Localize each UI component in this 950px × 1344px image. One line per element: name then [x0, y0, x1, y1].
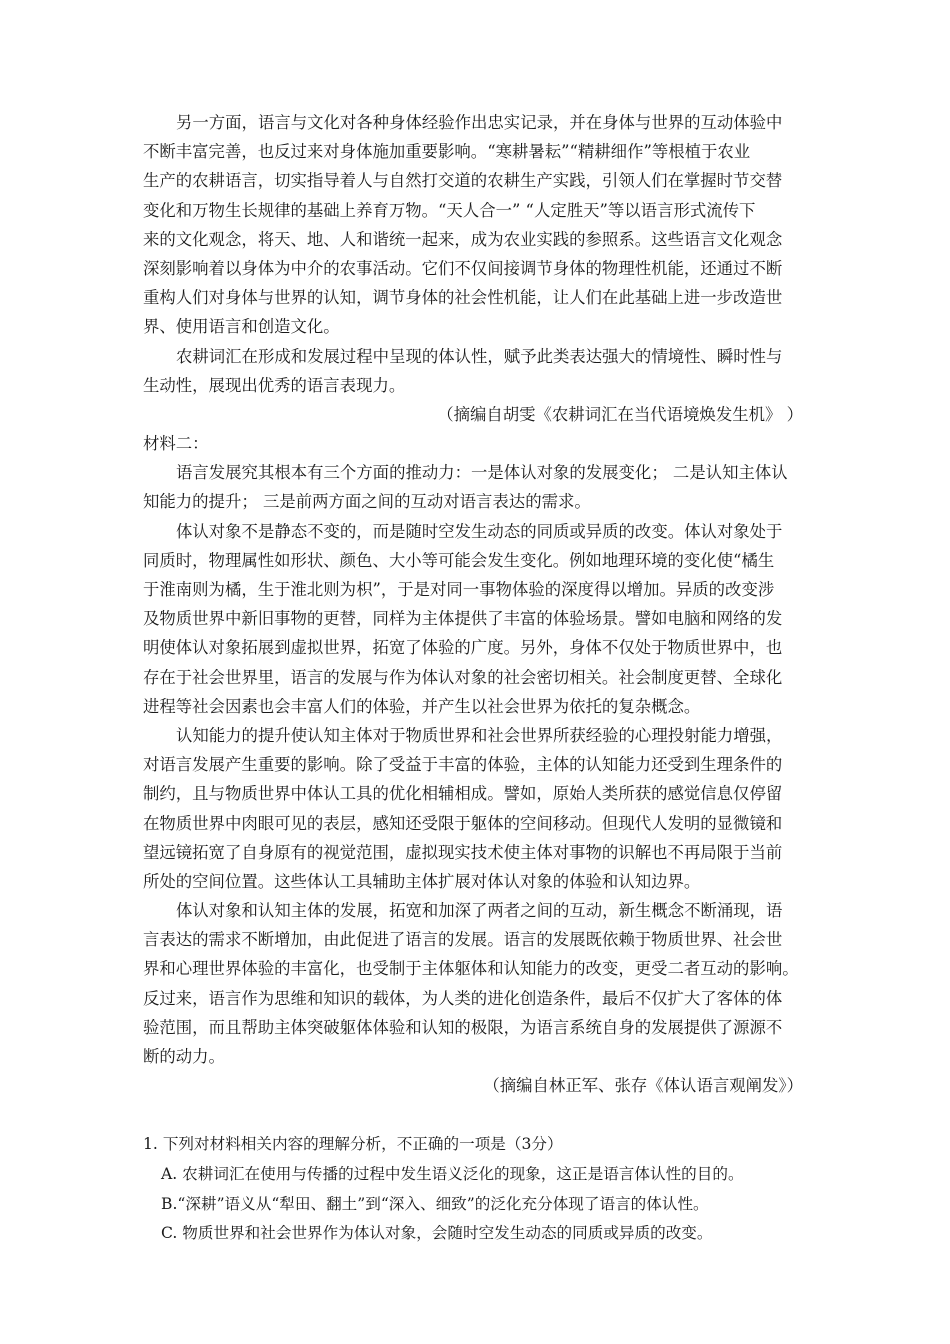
text-line: 所处的空间位置。这些体认工具辅助主体扩展对体认对象的体验和认知边界。	[143, 871, 701, 891]
source-citation: （摘编自林正军、张存《体认语言观阐发》）	[483, 1076, 803, 1096]
text-line: 界和心理世界体验的丰富化，也受制于主体躯体和认知能力的改变，更受二者互动的影响。	[143, 959, 799, 979]
text-line: 于淮南则为橘，生于淮北则为枳”，于是对同一事物体验的深度得以增加。异质的改变涉	[143, 580, 775, 599]
source-citation: （摘编自胡雯《农耕词汇在当代语境焕发生机》 ）	[437, 404, 803, 424]
section-heading: 材料二：	[143, 434, 209, 454]
paragraph	[143, 458, 809, 516]
text-line: 验范围，而且帮助主体突破躯体体验和认知的极限，为语言系统自身的发展提供了源源不	[143, 1017, 783, 1037]
text-line: 存在于社会世界里，语言的发展与作为体认对象的社会密切相关。社会制度更替、全球化	[143, 667, 783, 687]
text-line: 望远镜拓宽了自身原有的视觉范围，虚拟现实技术使主体对事物的识解也不再局限于当前	[143, 842, 783, 862]
text-line: 同质时，物理属性如形状、颜色、大小等可能会发生变化。例如地理环境的变化使“橘生	[143, 550, 775, 570]
text-line: 体认对象和认知主体的发展，拓宽和加深了两者之间的互动，新生概念不断涌现，语	[176, 901, 783, 921]
text-line: 言表达的需求不断增加，由此促进了语言的发展。语言的发展既依赖于物质世界、社会世	[143, 930, 783, 950]
paragraph	[143, 342, 809, 400]
text-line: 制约，且与物质世界中体认工具的优化相辅相成。譬如，原始人类所获的感觉信息仅停留	[143, 784, 783, 804]
document-page	[143, 108, 809, 1249]
paragraph	[143, 721, 809, 896]
question-stem: 1. 下列对材料相关内容的理解分析，不正确的一项是（3分）	[143, 1135, 563, 1154]
material-2	[143, 429, 809, 1100]
text-line: 在物质世界中肉眼可见的表层，感知还受限于躯体的空间移动。但现代人发明的显微镜和	[143, 813, 783, 833]
text-line: 深刻影响着以身体为中介的农事活动。它们不仅间接调节身体的物理性机能，还通过不断	[143, 258, 783, 278]
material-1	[143, 108, 809, 429]
text-line: 生动性，展现出优秀的语言表现力。	[143, 375, 406, 395]
answer-option-a: A. 农耕词汇在使用与传播的过程中发生语义泛化的现象，这正是语言体认性的目的。	[161, 1164, 744, 1183]
text-line: 生产的农耕语言，切实指导着人与自然打交道的农耕生产实践，引领人们在掌握时节交替	[143, 171, 783, 191]
text-line: 农耕词汇在形成和发展过程中呈现的体认性，赋予此类表达强大的情境性、瞬时性与	[176, 346, 783, 366]
answer-option-b: B.“深耕”语义从“犁田、翻土”到“深入、细致”的泛化充分体现了语言的体认性。	[161, 1194, 709, 1213]
answer-option-c: C. 物质世界和社会世界作为体认对象，会随时空发生动态的同质或异质的改变。	[161, 1224, 713, 1243]
text-line: 语言发展究其根本有三个方面的推动力：一是体认对象的发展变化； 二是认知主体认	[176, 463, 788, 483]
text-line: 认知能力的提升使认知主体对于物质世界和社会世界所获经验的心理投射能力增强，	[176, 725, 783, 745]
text-line: 对语言发展产生重要的影响。除了受益于丰富的体验，主体的认知能力还受到生理条件的	[143, 755, 783, 775]
paragraph	[143, 108, 809, 342]
text-line: 知能力的提升； 三是前两方面之间的互动对语言表达的需求。	[143, 492, 591, 512]
text-line: 反过来，语言作为思维和知识的载体，为人类的进化创造条件，最后不仅扩大了客体的体	[143, 988, 783, 1008]
text-line: 断的动力。	[143, 1047, 225, 1066]
text-line: 进程等社会因素也会丰富人们的体验，并产生以社会世界为依托的复杂概念。	[143, 696, 701, 716]
text-line: 体认对象不是静态不变的，而是随时空发生动态的同质或异质的改变。体认对象处于	[176, 521, 783, 541]
question-1	[143, 1130, 809, 1248]
text-line: 明使体认对象拓展到虚拟世界，拓宽了体验的广度。另外，身体不仅处于物质世界中，也	[143, 638, 783, 658]
text-line: 重构人们对身体与世界的认知，调节身体的社会性机能，让人们在此基础上进一步改造世	[143, 288, 783, 308]
spacer	[143, 1100, 809, 1130]
text-line: 及物质世界中新旧事物的更替，同样为主体提供了丰富的体验场景。譬如电脑和网络的发	[143, 609, 783, 629]
paragraph	[143, 896, 809, 1071]
text-line: 不断丰富完善，也反过来对身体施加重要影响。“寒耕暑耘”“精耕细作”等根植于农业	[143, 142, 751, 162]
text-line: 变化和万物生长规律的基础上养育万物。“天人合一” “人定胜天”等以语言形式流传下	[143, 200, 756, 220]
paragraph	[143, 517, 809, 721]
text-line: 界、使用语言和创造文化。	[143, 317, 340, 337]
text-line: 另一方面，语言与文化对各种身体经验作出忠实记录，并在身体与世界的互动体验中	[176, 113, 783, 132]
text-line: 来的文化观念，将天、地、人和谐统一起来，成为农业实践的参照系。这些语言文化观念	[143, 229, 783, 249]
